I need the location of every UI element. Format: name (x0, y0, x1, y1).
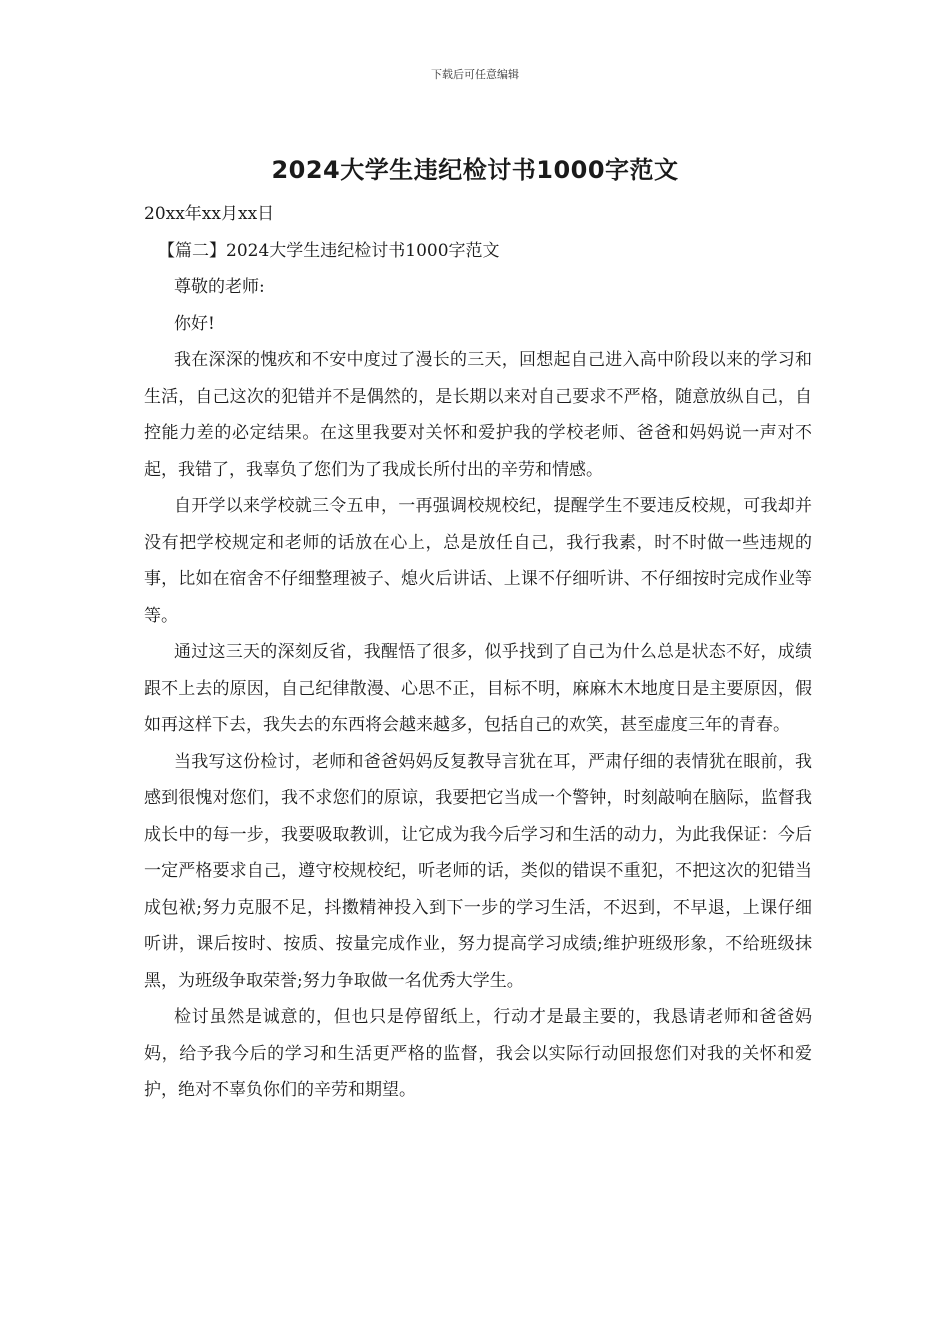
body-paragraph: 当我写这份检讨，老师和爸爸妈妈反复教导言犹在耳，严肃仔细的表情犹在眼前，我感到很愧对您们，我不求您们的原谅，我要把它当成一个警钟，时刻敲响在脑际，监督我成长中的每一步，我要吸取教训，让它成为我今后学习和生活的动力，为此我保证：今后一定严格要求自己，遵守校规校纪，听老师的话，类似的错误不重犯，不把这次的犯错当成包袱;努力克服不足，抖擞精神投入到下一步的学习生活，不迟到，不早退，上课仔细听讲，课后按时、按质、按量完成作业，努力提高学习成绩;维护班级形象，不给班级抹黑，为班级争取荣誉;努力争取做一名优秀大学生。 (144, 751, 812, 991)
section-heading: 【篇二】2024大学生违纪检讨书1000字范文 (158, 240, 500, 261)
page-header-note: 下载后可任意编辑 (431, 68, 519, 81)
body-paragraph: 通过这三天的深刻反省，我醒悟了很多，似乎找到了自己为什么总是状态不好，成绩跟不上去的原因，自己纪律散漫、心思不正，目标不明，麻麻木木地度日是主要原因，假如再这样下去，我失去的东西将会越来越多，包括自己的欢笑，甚至虚度三年的青春。 (144, 642, 812, 735)
greeting: 你好! (174, 313, 215, 334)
document-body (144, 196, 812, 1109)
body-paragraph: 检讨虽然是诚意的，但也只是停留纸上，行动才是最主要的，我恳请老师和爸爸妈妈，给予我今后的学习和生活更严格的监督，我会以实际行动回报您们对我的关怀和爱护，绝对不辜负你们的辛劳和期望。 (144, 1007, 812, 1100)
body-paragraph: 我在深深的愧疚和不安中度过了漫长的三天，回想起自己进入高中阶段以来的学习和生活，自己这次的犯错并不是偶然的，是长期以来对自己要求不严格，随意放纵自己，自控能力差的必定结果。在这里我要对关怀和爱护我的学校老师、爸爸和妈妈说一声对不起，我错了，我辜负了您们为了我成长所付出的辛劳和情感。 (144, 350, 812, 480)
date-line: 20xx年xx月xx日 (144, 204, 275, 224)
salutation: 尊敬的老师: (174, 277, 265, 297)
document-title: 2024大学生违纪检讨书1000字范文 (271, 156, 679, 184)
body-paragraph: 自开学以来学校就三令五申，一再强调校规校纪，提醒学生不要违反校规，可我却并没有把学校规定和老师的话放在心上，总是放任自己，我行我素，时不时做一些违规的事，比如在宿舍不仔细整理被子、熄火后讲话、上课不仔细听讲、不仔细按时完成作业等等。 (144, 496, 812, 626)
